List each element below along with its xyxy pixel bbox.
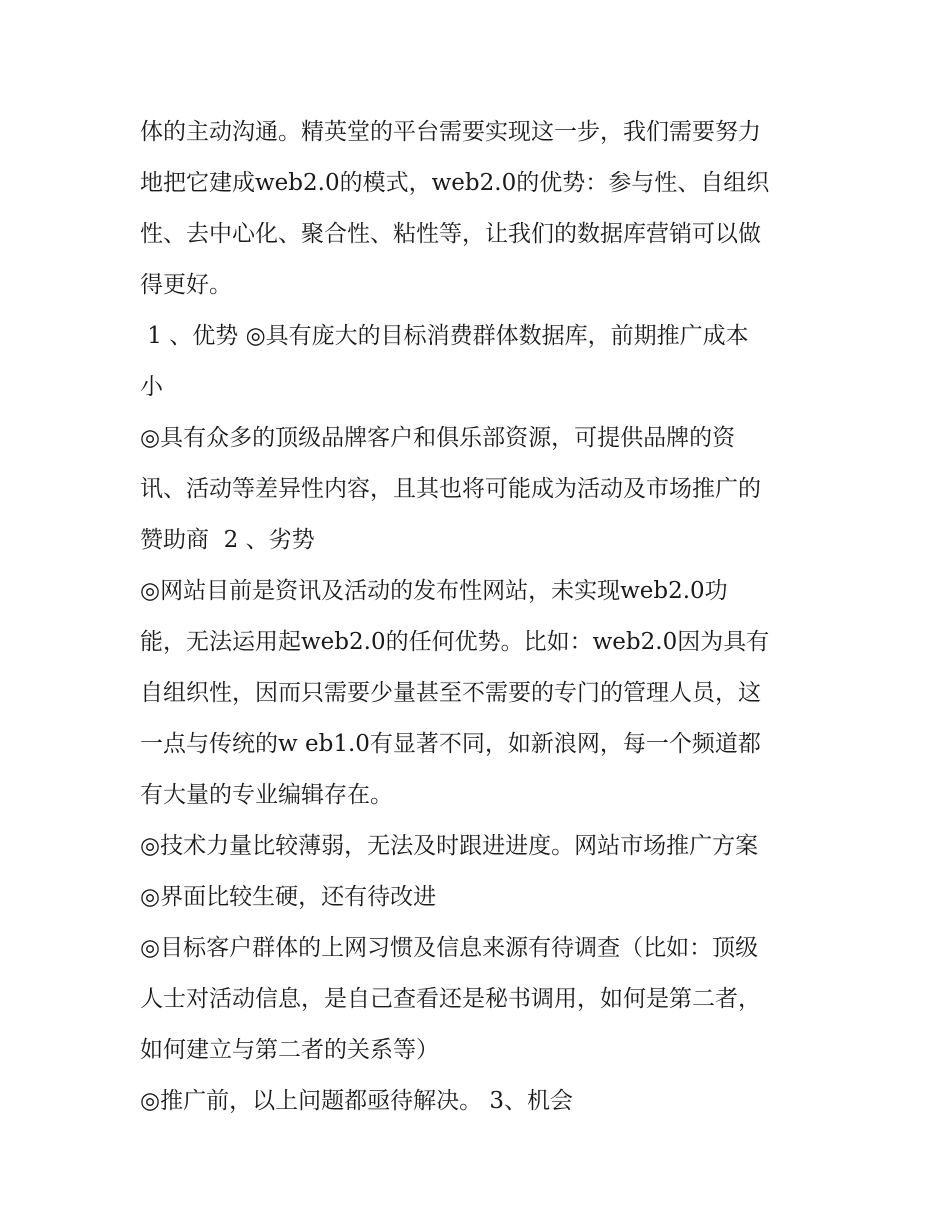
text-line: ◎网站目前是资讯及活动的发布性网站，未实现web2.0功	[140, 578, 728, 604]
text-line: 地把它建成web2.0的模式，web2.0的优势：参与性、自组织	[140, 170, 770, 196]
text-line: 能，无法运用起web2.0的任何优势。比如：web2.0因为具有	[140, 629, 770, 655]
text-line: 有大量的专业编辑存在。	[140, 782, 393, 808]
text-line: ◎目标客户群体的上网习惯及信息来源有待调查（比如：顶级	[140, 935, 759, 961]
text-line: ◎界面比较生硬，还有待改进	[140, 884, 437, 910]
text-line: 赞助商 2 、劣势	[140, 527, 315, 553]
text-line: 一点与传统的w eb1.0有显著不同，如新浪网，每一个频道都	[140, 731, 761, 757]
text-line: 如何建立与第二者的关系等）	[140, 1037, 439, 1063]
text-line: 讯、活动等差异性内容，且其也将可能成为活动及市场推广的	[140, 476, 761, 502]
text-line: ◎推广前，以上问题都亟待解决。 3、机会	[140, 1088, 574, 1114]
text-line: 得更好。	[140, 272, 232, 298]
text-line: ◎技术力量比较薄弱，无法及时跟进进度。网站市场推广方案	[140, 833, 759, 859]
text-line: 自组织性，因而只需要少量甚至不需要的专门的管理人员，这	[140, 680, 761, 706]
text-line: 体的主动沟通。精英堂的平台需要实现这一步，我们需要努力	[140, 119, 761, 145]
text-line: 人士对活动信息，是自己查看还是秘书调用，如何是第二者，	[140, 986, 761, 1012]
text-line: 1 、优势 ◎具有庞大的目标消费群体数据库，前期推广成本	[140, 323, 749, 349]
text-line: ◎具有众多的顶级品牌客户和俱乐部资源，可提供品牌的资	[140, 425, 736, 451]
text-line: 小	[140, 374, 163, 400]
text-line: 性、去中心化、聚合性、粘性等，让我们的数据库营销可以做	[140, 221, 761, 247]
body-text	[140, 107, 820, 1127]
